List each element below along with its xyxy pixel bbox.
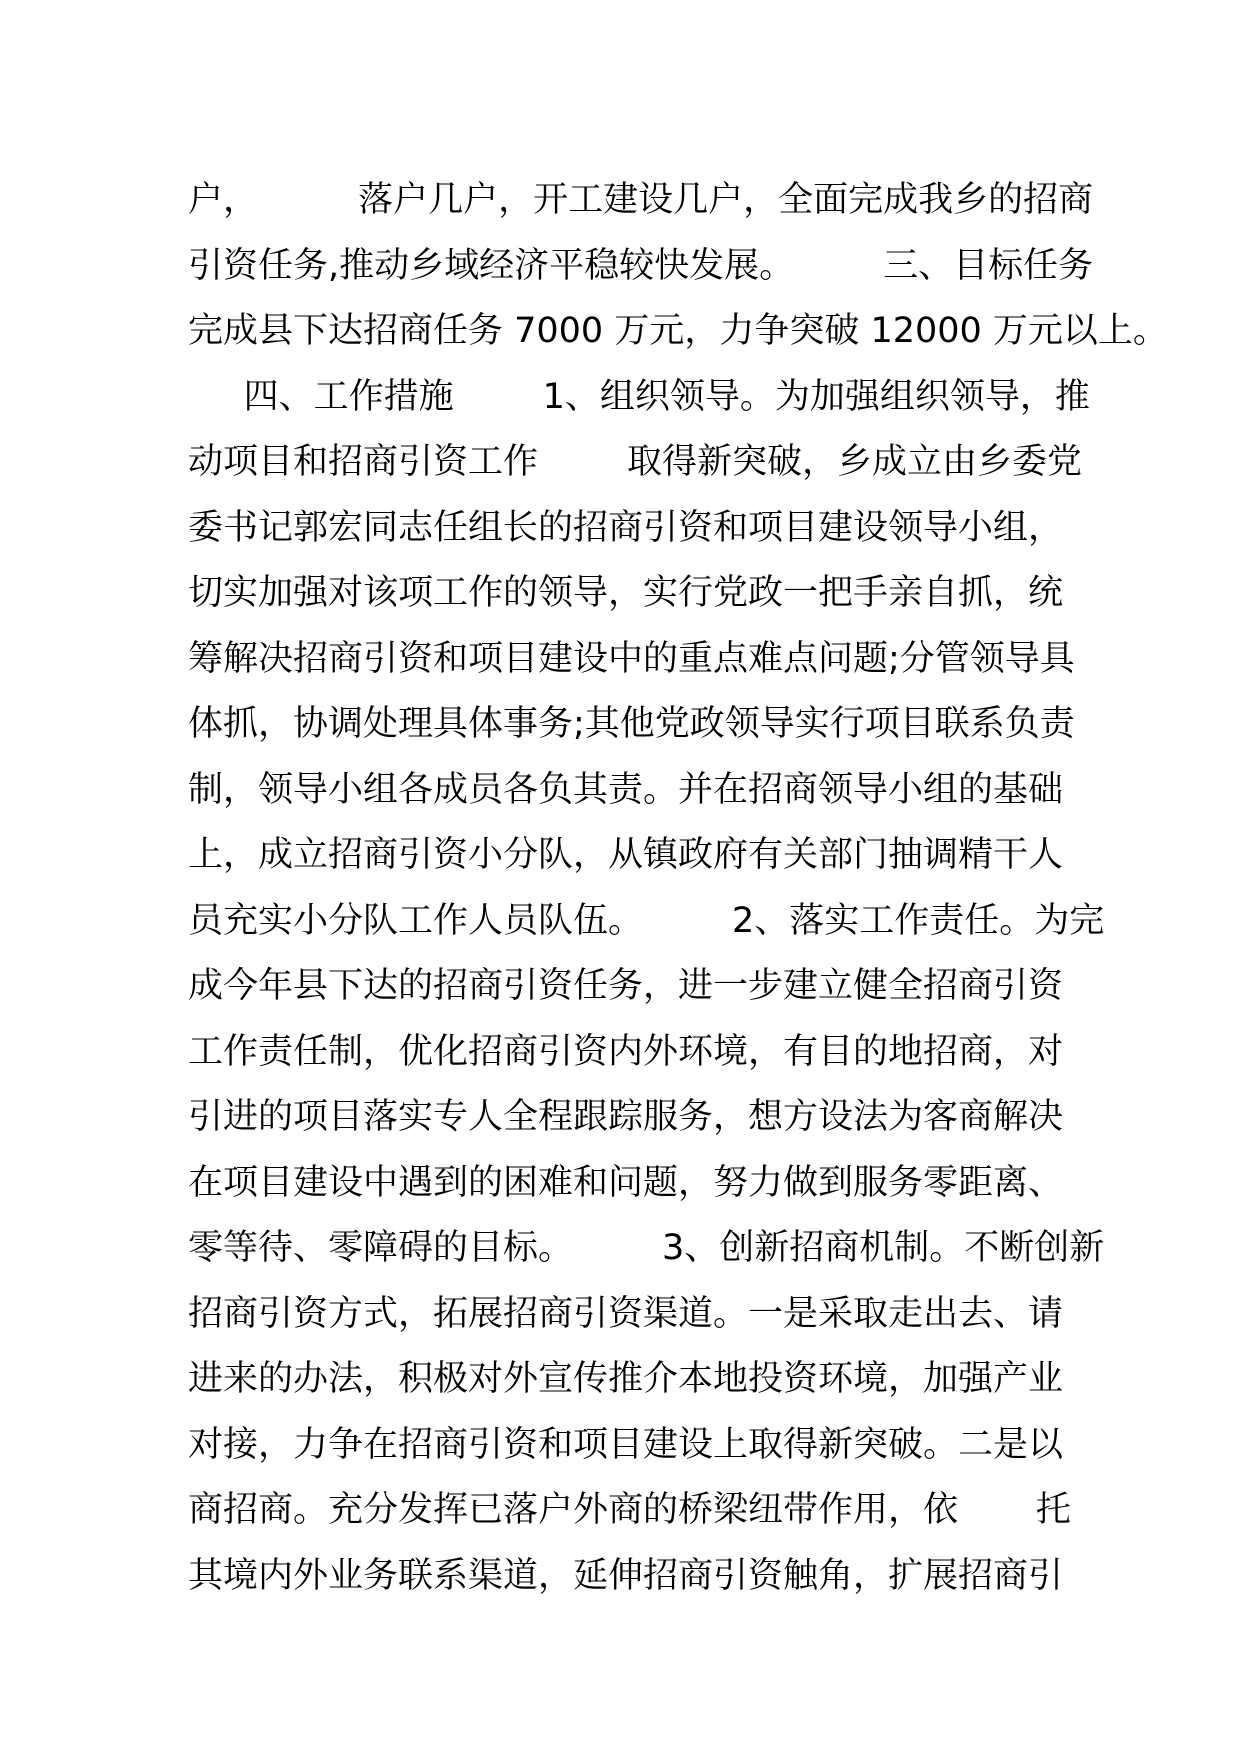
text-line: 成今年县下达的招商引资任务，进一步建立健全招商引资 (188, 966, 1064, 1006)
text-line: 工作责任制，优化招商引资内外环境，有目的地招商，对 (188, 1031, 1064, 1072)
text-line: 体抓，协调处理具体事务;其他党政领导实行项目联系负责 (188, 704, 1075, 744)
text-line: 引资任务,推动乡域经济平稳较快发展。 三、目标任务 (188, 245, 1094, 286)
text-line: 员充实小分队工作人员队伍。 2、落实工作责任。为完 (188, 900, 1105, 941)
text-line: 对接，力争在招商引资和项目建设上取得新突破。二是以 (188, 1424, 1064, 1465)
body-text (188, 168, 1168, 1609)
text-line: 上，成立招商引资小分队，从镇政府有关部门抽调精干人 (188, 835, 1064, 875)
text-line: 户， 落户几户，开工建设几户，全面完成我乡的招商 (188, 180, 1094, 220)
text-line: 四、工作措施 1、组织领导。为加强组织领导，推 (188, 376, 1090, 417)
text-line: 切实加强对该项工作的领导，实行党政一把手亲自抓，统 (188, 573, 1064, 613)
text-line: 委书记郭宏同志任组长的招商引资和项目建设领导小组， (188, 507, 1064, 548)
text-line: 进来的办法，积极对外宣传推介本地投资环境，加强产业 (188, 1359, 1064, 1399)
text-line: 动项目和招商引资工作 取得新突破，乡成立由乡委党 (188, 442, 1083, 482)
text-line: 完成县下达招商任务 7000 万元，力争突破 12000 万元以上。 (188, 311, 1168, 351)
text-line: 招商引资方式，拓展招商引资渠道。一是采取走出去、请 (188, 1293, 1064, 1334)
text-line: 在项目建设中遇到的困难和问题，努力做到服务零距离、 (188, 1162, 1064, 1203)
text-line: 商招商。充分发挥已落户外商的桥梁纽带作用，依 托 (188, 1490, 1071, 1530)
text-line: 其境内外业务联系渠道，延伸招商引资触角，扩展招商引 (188, 1555, 1064, 1596)
text-line: 筹解决招商引资和项目建设中的重点难点问题;分管领导具 (188, 638, 1075, 679)
text-line: 制，领导小组各成员各负其责。并在招商领导小组的基础 (188, 769, 1064, 810)
text-line: 零等待、零障碍的目标。 3、创新招商机制。不断创新 (188, 1228, 1105, 1268)
text-line: 引进的项目落实专人全程跟踪服务，想方设法为客商解决 (188, 1097, 1064, 1137)
